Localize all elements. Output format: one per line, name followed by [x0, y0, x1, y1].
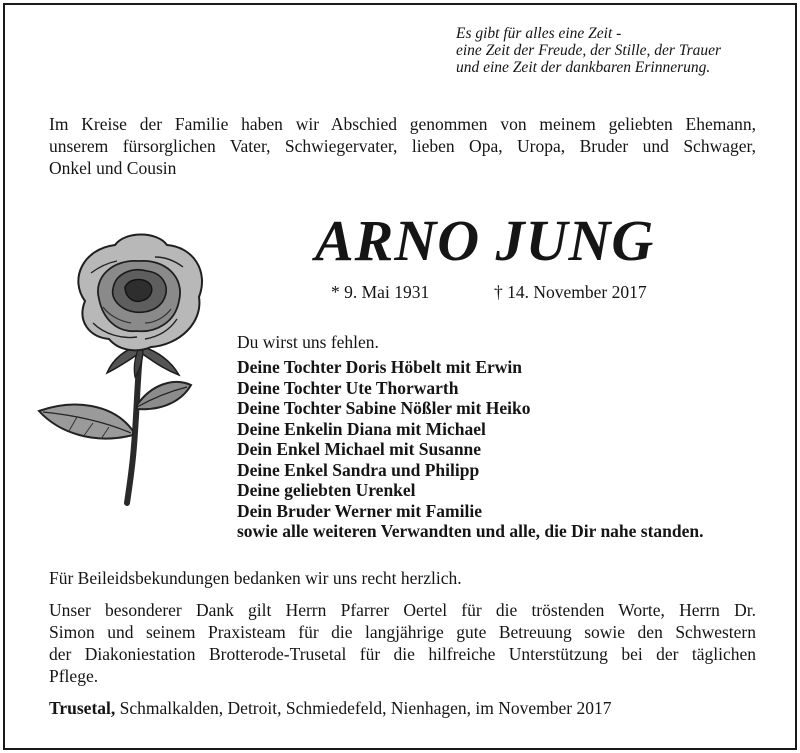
mourner-line: sowie alle weiteren Verwandten und alle, die Dir nahe standen.	[237, 521, 704, 541]
mourners-list	[237, 357, 767, 542]
intro-line: Im Kreise der Familie haben wir Abschied genommen von meinem geliebten Ehemann,	[49, 114, 756, 134]
thanks-line: Unser besonderer Dank gilt Herrn Pfarrer Oertel für die tröstenden Worte, Herrn Dr.	[49, 600, 756, 620]
condolences-thanks: Für Beileidsbekundungen bedanken wir uns recht herzlich.	[49, 568, 462, 588]
quote-line: und eine Zeit der dankbaren Erinnerung.	[456, 59, 711, 76]
mourner-line: Deine Tochter Sabine Nößler mit Heiko	[237, 398, 531, 418]
mourner-line: Dein Enkel Michael mit Susanne	[237, 439, 482, 459]
thanks-line: Pflege.	[49, 666, 99, 686]
place-and-date	[49, 697, 611, 719]
mourner-line: Deine Enkel Sandra und Philipp	[237, 459, 480, 480]
special-thanks-paragraph	[49, 599, 756, 687]
death-date: † 14. November 2017	[494, 282, 647, 302]
intro-line: Onkel und Cousin	[49, 158, 177, 178]
life-dates	[331, 281, 671, 303]
deceased-name: ARNO JUNG	[315, 208, 655, 273]
quote-line: Es gibt für alles eine Zeit -	[456, 25, 622, 42]
thanks-line: der Diakoniestation Brotterode-Trusetal für die hilfreiche Unterstützung bei der täglichen	[49, 644, 756, 664]
mourner-line: Deine geliebten Urenkel	[237, 480, 416, 500]
intro-line: unserem fürsorglichen Vater, Schwiegervater, lieben Opa, Uropa, Bruder und Schwager,	[49, 136, 756, 156]
mourner-line: Deine Tochter Ute Thorwarth	[237, 377, 459, 398]
place-rest: Schmalkalden, Detroit, Schmiedefeld, Nienhagen, im November 2017	[119, 698, 612, 718]
intro-paragraph	[49, 113, 756, 179]
epigraph-quote	[456, 25, 786, 76]
place-town: Trusetal,	[49, 698, 116, 718]
thanks-line: Simon und seinem Praxisteam für die langjährige gute Betreuung sowie den Schwestern	[49, 622, 756, 642]
mourner-line: Deine Enkelin Diana mit Michael	[237, 418, 486, 439]
mourner-line: Dein Bruder Werner mit Familie	[237, 500, 482, 521]
birth-date: * 9. Mai 1931	[331, 282, 430, 302]
mourner-line: Deine Tochter Doris Höbelt mit Erwin	[237, 357, 523, 377]
rose-illustration	[33, 227, 221, 507]
farewell-line: Du wirst uns fehlen.	[237, 332, 379, 352]
obituary-notice	[3, 3, 797, 750]
quote-line: eine Zeit der Freude, der Stille, der Trauer	[456, 42, 722, 59]
